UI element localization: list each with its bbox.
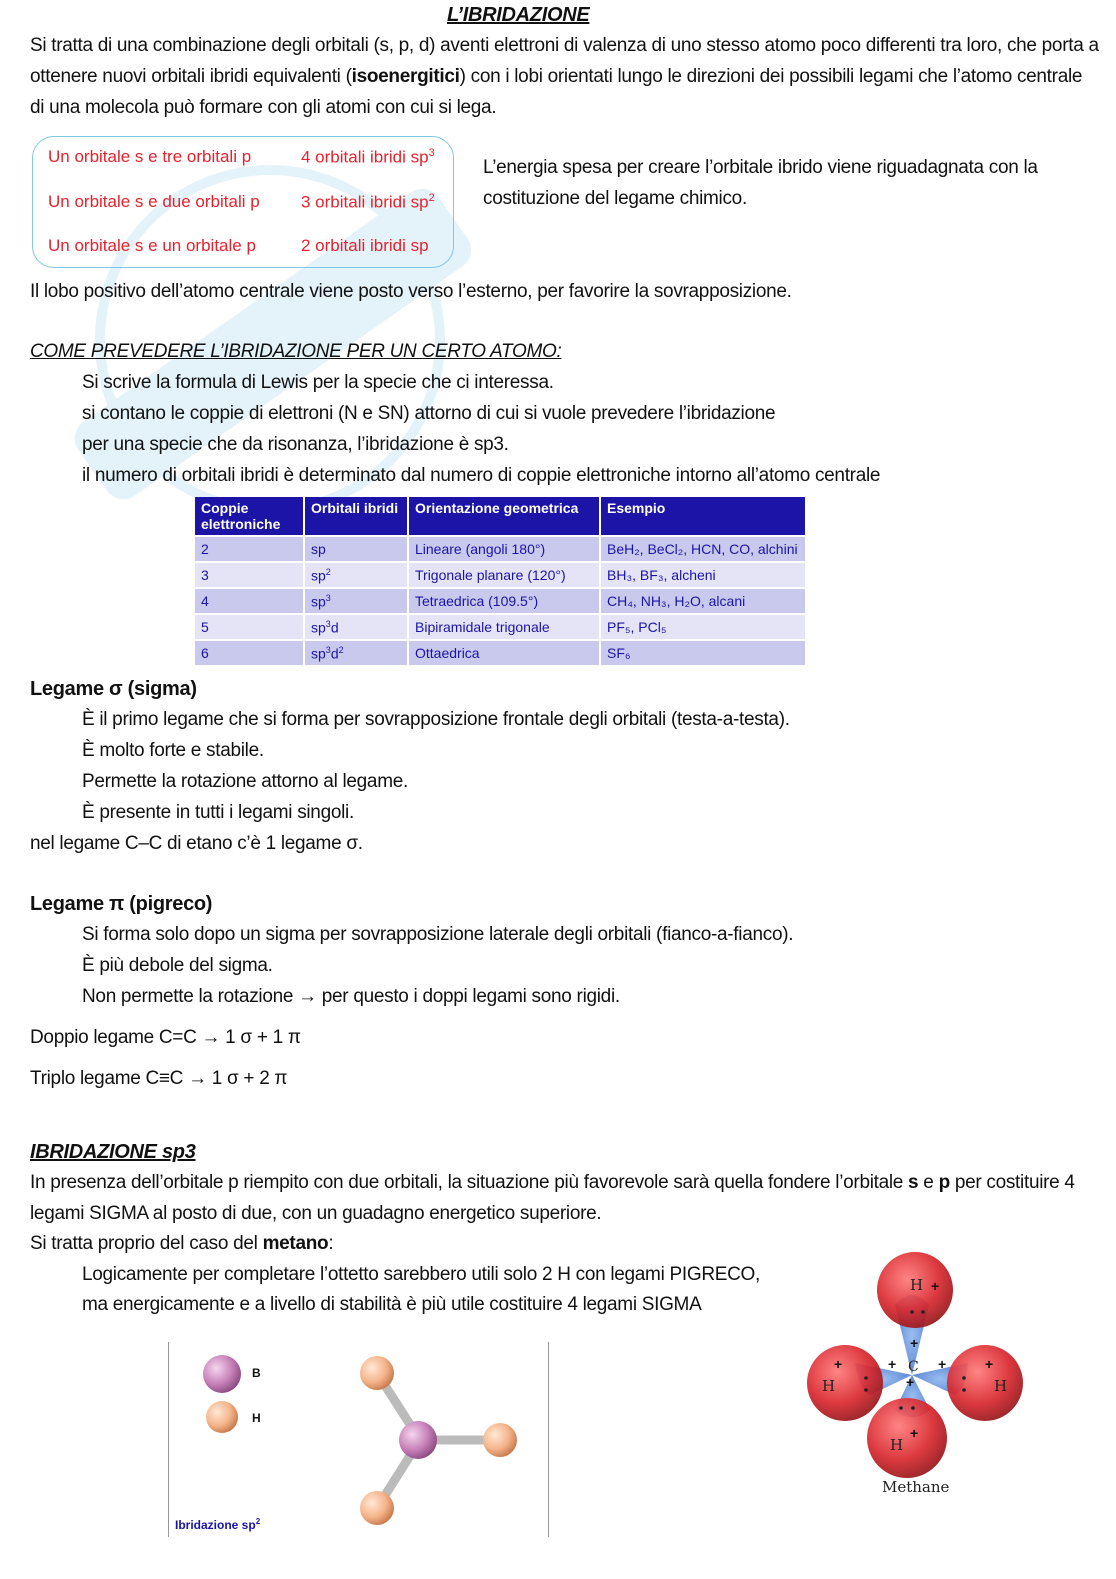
triple-bond-line: Triplo legame C≡C → 1 σ + 2 π — [30, 1068, 288, 1089]
predict-item-4: il numero di orbitali ibridi è determinato dal numero di coppie elettroniche intorno all’atomo centrale — [82, 465, 881, 486]
cell-geometry: Trigonale planare (120°) — [408, 562, 600, 588]
col-header-example: Esempio — [600, 497, 806, 536]
predict-heading: COME PREVEDERE L’IBRIDAZIONE PER UN CERTO ATOMO: — [30, 341, 562, 362]
lobe-note: Il lobo positivo dell’atomo centrale viene posto verso l’esterno, per favorire la sovrapposizione. — [30, 281, 792, 302]
col-header-orbitals: Orbitali ibridi — [304, 497, 408, 536]
sigma-item-1: È il primo legame che si forma per sovrapposizione frontale degli orbitali (testa-a-testa). — [82, 709, 790, 730]
figure-right-border — [548, 1342, 549, 1537]
hybrid-row-1-left: Un orbitale s e tre orbitali p — [48, 147, 252, 166]
intro-line-3: di una molecola può formare con gli atomi con cui si lega. — [30, 97, 497, 118]
table-row — [195, 640, 806, 665]
table-row — [195, 536, 806, 562]
cell-pairs: 6 — [195, 640, 304, 665]
sigma-item-2: È molto forte e stabile. — [82, 740, 264, 761]
legend-label-h: H — [252, 1411, 261, 1425]
svg-text:+: + — [906, 1374, 915, 1390]
svg-text:+: + — [931, 1278, 940, 1294]
cell-geometry: Bipiramidale trigonale — [408, 614, 600, 640]
svg-text:+: + — [910, 1335, 919, 1351]
intro-line-1: Si tratta di una combinazione degli orbitali (s, p, d) aventi elettroni di valenza di uno stesso atomo poco differenti tra loro, che porta a — [30, 35, 1099, 56]
cell-orbitals: $sp^3$ — [304, 588, 408, 614]
sp3-item-2: ma energicamente e a livello di stabilità è più utile costituire 4 legami SIGMA — [82, 1294, 702, 1315]
cell-example: CH₄, NH₃, H₂O, alcani — [600, 588, 806, 614]
cell-example: BH₃, BF₃, alcheni — [600, 562, 806, 588]
bh3-caption: Ibridazione $sp^2$ — [175, 1517, 261, 1532]
svg-text:+: + — [834, 1356, 843, 1372]
cell-pairs: 4 — [195, 588, 304, 614]
hydrogen-legend-ball — [206, 1401, 238, 1433]
pi-item-1: Si forma solo dopo un sigma per sovrapposizione laterale degli orbitali (fianco-a-fianco). — [82, 924, 794, 945]
methane-orbital-diagram — [800, 1245, 1030, 1505]
page-title: L’IBRIDAZIONE — [447, 4, 590, 26]
svg-text:+: + — [938, 1356, 947, 1372]
svg-text:+: + — [888, 1356, 897, 1372]
cell-example: SF₆ — [600, 640, 806, 665]
sigma-note: nel legame C–C di etano c’è 1 legame σ. — [30, 833, 363, 854]
bh3-molecule-diagram — [170, 1340, 546, 1540]
energy-note-line-1: L’energia spesa per creare l’orbitale ibrido viene riguadagnata con la — [483, 157, 1038, 178]
boron-legend-ball — [203, 1355, 241, 1393]
methane-caption: Methane — [882, 1478, 950, 1496]
isoenergitici-term: isoenergitici — [351, 66, 460, 87]
cell-pairs: 3 — [195, 562, 304, 588]
table-row — [195, 588, 806, 614]
cell-pairs: 5 — [195, 614, 304, 640]
hybrid-row-2-right: 3 orbitali ibridi $sp^2$ — [301, 192, 435, 212]
methane-h-top: H — [910, 1276, 924, 1294]
cell-orbitals: $sp^2$ — [304, 562, 408, 588]
sp3-paragraph-line-2: legami SIGMA al posto di due, con un guadagno energetico superiore. — [30, 1203, 602, 1224]
legend-label-b: B — [252, 1366, 261, 1380]
pi-item-2: È più debole del sigma. — [82, 955, 273, 976]
cell-example: PF₅, PCl₅ — [600, 614, 806, 640]
predict-item-2: si contano le coppie di elettroni (N e SN) attorno di cui si vuole prevedere l’ibridazione — [82, 403, 776, 424]
table-row — [195, 562, 806, 588]
svg-text:+: + — [985, 1356, 994, 1372]
sp3-item-1: Logicamente per completare l’ottetto sarebbero utili solo 2 H con legami PIGRECO, — [82, 1264, 760, 1285]
hybrid-row-3-left: Un orbitale s e un orbitale p — [48, 236, 256, 255]
sp3-heading: IBRIDAZIONE sp3 — [30, 1141, 196, 1163]
methane-h-bottom: H — [890, 1436, 904, 1454]
col-header-pairs: Coppie elettroniche — [195, 497, 304, 536]
table-row — [195, 614, 806, 640]
cell-geometry: Tetraedrica (109.5°) — [408, 588, 600, 614]
cell-orbitals: sp — [304, 536, 408, 562]
pi-heading: Legame π (pigreco) — [30, 893, 213, 915]
cell-pairs: 2 — [195, 536, 304, 562]
sp3-paragraph-line-1: In presenza dell’orbitale p riempito con due orbitali, la situazione più favorevole sarà quella fondere l’orbitale s e p per costituire 4 — [30, 1172, 1075, 1193]
intro-line-2: ottenere nuovi orbitali ibridi equivalenti (isoenergitici) con i lobi orientati lungo le direzioni dei possibili legami che l’atomo centrale — [30, 66, 1083, 87]
hybrid-row-1-right: 4 orbitali ibridi $sp^3$ — [301, 147, 435, 167]
sigma-heading: Legame σ (sigma) — [30, 678, 197, 700]
pi-item-3: Non permette la rotazione → per questo i doppi legami sono rigidi. — [82, 986, 620, 1007]
double-bond-line: Doppio legame C=C → 1 σ + 1 π — [30, 1027, 301, 1048]
methane-c: C — [908, 1359, 919, 1375]
energy-note-line-2: costituzione del legame chimico. — [483, 188, 747, 209]
cell-example: BeH₂, BeCl₂, HCN, CO, alchini — [600, 536, 806, 562]
sigma-item-3: Permette la rotazione attorno al legame. — [82, 771, 408, 792]
sp3-methane-line: Si tratta proprio del caso del metano: — [30, 1233, 334, 1254]
col-header-geometry: Orientazione geometrica — [408, 497, 600, 536]
cell-orbitals: $sp^3d^2$ — [304, 640, 408, 665]
hybrid-row-2-left: Un orbitale s e due orbitali p — [48, 192, 260, 211]
sigma-item-4: È presente in tutti i legami singoli. — [82, 802, 354, 823]
hybrid-row-3-right: 2 orbitali ibridi sp — [301, 236, 429, 255]
hybridization-table — [195, 497, 807, 665]
svg-text:+: + — [910, 1425, 919, 1441]
predict-item-3: per una specie che da risonanza, l’ibridazione è sp3. — [82, 434, 509, 455]
cell-orbitals: $sp^3d$ — [304, 614, 408, 640]
methane-h-right: H — [994, 1377, 1008, 1395]
cell-geometry: Ottaedrica — [408, 640, 600, 665]
methane-h-left: H — [822, 1377, 836, 1395]
figure-left-border — [168, 1342, 169, 1537]
predict-item-1: Si scrive la formula di Lewis per la specie che ci interessa. — [82, 372, 554, 393]
cell-geometry: Lineare (angoli 180°) — [408, 536, 600, 562]
